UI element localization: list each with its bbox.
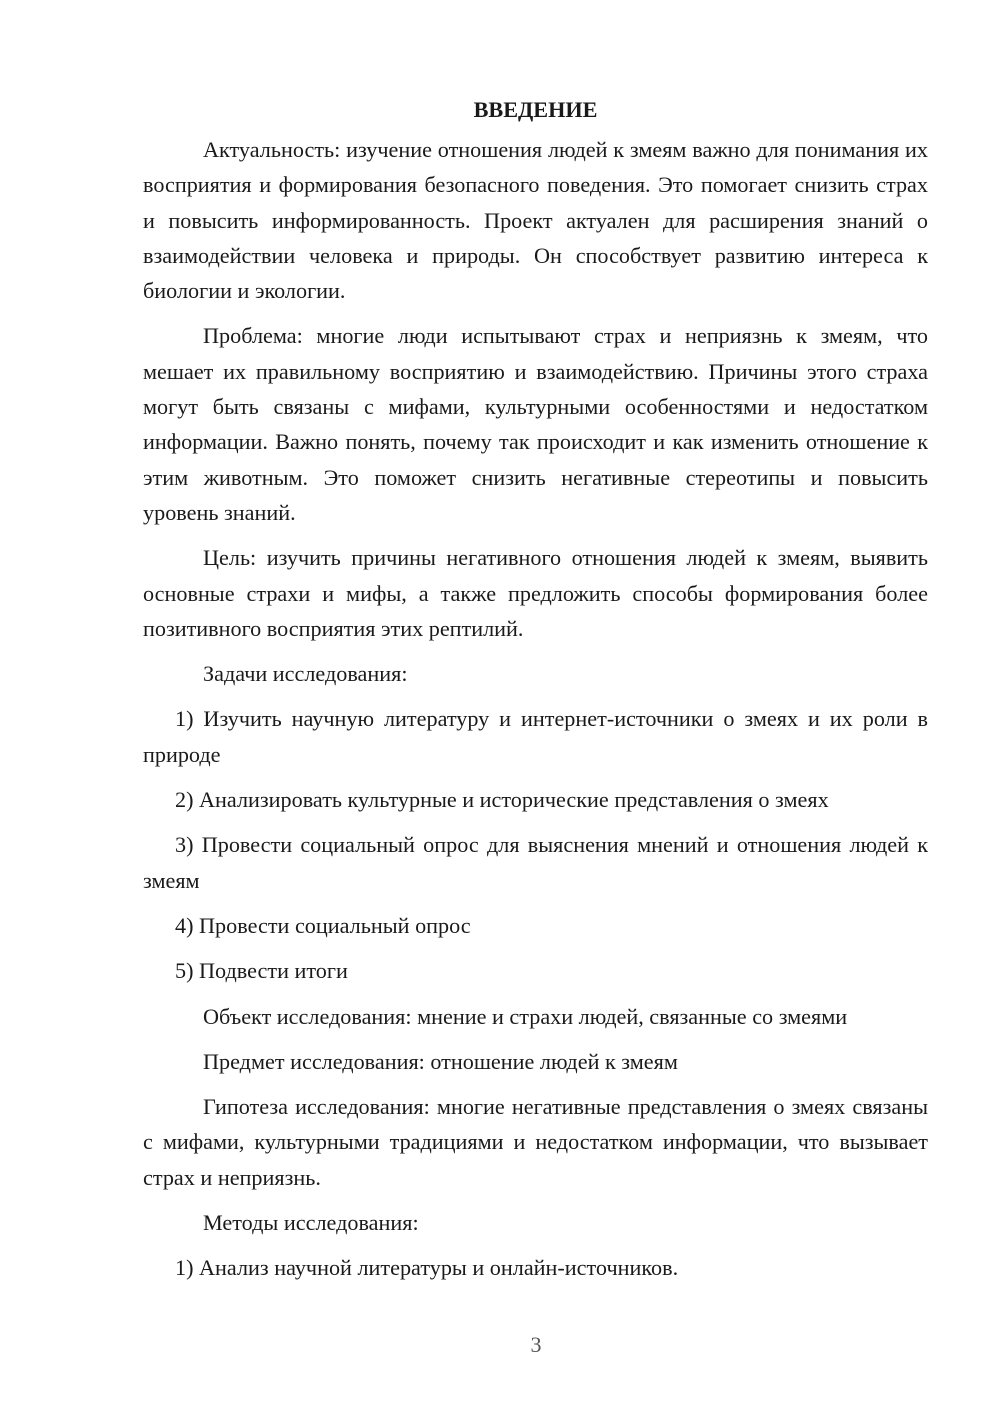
subject-paragraph: Предмет исследования: отношение людей к змеям	[203, 1048, 678, 1074]
page-body	[143, 92, 928, 1286]
goal-paragraph: Цель: изучить причины негативного отношения людей к змеям, выявить основные страхи и мифы, а также предложить способы формирования более позитивного восприятия этих рептилий.	[143, 545, 928, 641]
task-item-2: 2) Анализировать культурные и исторические представления о змеях	[175, 787, 829, 813]
method-item-1: 1) Анализ научной литературы и онлайн-источников.	[175, 1255, 679, 1281]
task-item-1: 1) Изучить научную литературу и интернет-источники о змеях и их роли в природе	[143, 706, 928, 767]
page-title: ВВЕДЕНИЕ	[473, 97, 598, 122]
task-item-5: 5) Подвести итоги	[175, 958, 348, 984]
relevance-paragraph: Актуальность: изучение отношения людей к змеям важно для понимания их восприятия и формирования безопасного поведения. Это помогает снизить страх и повысить информированность. Проект актуален для расширения знаний о взаимодействии человека и природы. Он способствует развитию интереса к биологии и экологии.	[143, 137, 928, 304]
hypothesis-paragraph: Гипотеза исследования: многие негативные представления о змеях связаны с мифами, культурными традициями и недостатком информации, что вызывает страх и неприязнь.	[143, 1094, 928, 1190]
problem-paragraph: Проблема: многие люди испытывают страх и неприязнь к змеям, что мешает их правильному восприятию и взаимодействию. Причины этого страха могут быть связаны с мифами, культурными особенностями и недостатком информации. Важно понять, почему так происходит и как изменить отношение к этим животным. Это поможет снизить негативные стереотипы и повысить уровень знаний.	[143, 323, 928, 525]
tasks-title: Задачи исследования:	[203, 661, 408, 687]
object-paragraph: Объект исследования: мнение и страхи людей, связанные со змеями	[203, 1003, 848, 1029]
methods-title: Методы исследования:	[203, 1210, 419, 1236]
page-number: 3	[530, 1332, 542, 1357]
task-item-4: 4) Провести социальный опрос	[175, 912, 471, 938]
task-item-3: 3) Провести социальный опрос для выяснения мнений и отношения людей к змеям	[143, 832, 928, 893]
